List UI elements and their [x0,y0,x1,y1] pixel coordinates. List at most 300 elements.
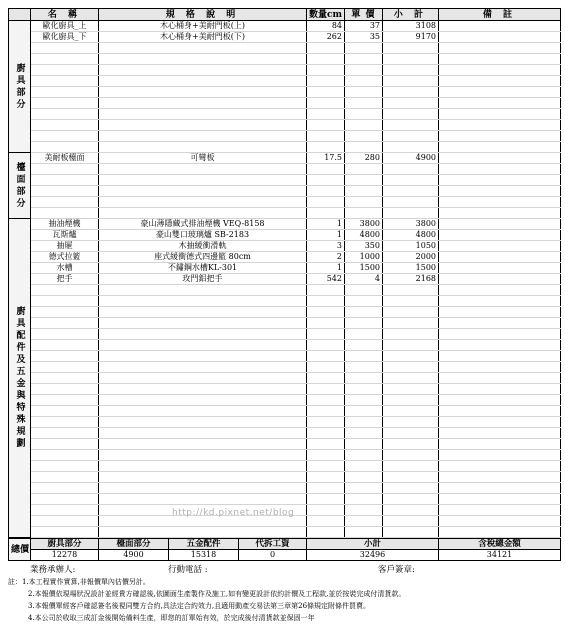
cell-subtotal: 3800 [383,219,439,230]
cell-price [345,87,383,98]
cell-note [439,285,561,296]
cell-name [31,318,99,329]
cell-subtotal [383,208,439,219]
cell-spec [99,175,307,186]
cell-subtotal [383,362,439,373]
table-row [9,54,561,65]
cell-price [345,175,383,186]
cell-qty [307,142,345,153]
cell-note [439,417,561,428]
cell-name [31,505,99,516]
cell-price [345,197,383,208]
cell-note [439,164,561,175]
cell-name [31,98,99,109]
cell-spec [99,483,307,494]
cell-price [345,120,383,131]
cell-subtotal [383,65,439,76]
cell-spec [99,131,307,142]
cell-note [439,241,561,252]
cell-name [31,516,99,527]
cell-note [439,351,561,362]
cell-price [345,417,383,428]
cell-name [31,417,99,428]
cell-note [439,252,561,263]
cell-name [31,439,99,450]
watermark: http://kd.pixnet.net/blog [172,508,295,518]
cell-note [439,98,561,109]
table-row [9,87,561,98]
cell-qty [307,406,345,417]
cell-price [345,527,383,538]
cell-qty [307,329,345,340]
cell-note [439,43,561,54]
cell-name: 瓦斯爐 [31,230,99,241]
cell-spec [99,329,307,340]
cell-spec [99,461,307,472]
cell-subtotal [383,428,439,439]
cell-spec: 座式緩衝德式四邊籃 80cm [99,252,307,263]
cell-note [439,274,561,285]
cell-subtotal [383,373,439,384]
cell-name: 把手 [31,274,99,285]
cell-qty [307,285,345,296]
cell-price [345,439,383,450]
table-row [9,230,561,241]
header-corner [9,9,31,21]
cell-spec: 木心桶身+美耐門板(上) [99,21,307,32]
cell-note [439,21,561,32]
cell-subtotal: 1050 [383,241,439,252]
table-row [9,373,561,384]
cell-name: 抽油煙機 [31,219,99,230]
cell-note [439,516,561,527]
cell-note [439,153,561,164]
cell-qty [307,351,345,362]
note-line: 3.本報價單經客戶確認簽名後視同雙方合約,具法定合約效力,且適用動產交易法第三章第26條規定附條件買賣。 [28,602,371,610]
section-label: 廚具部分 [9,21,31,153]
cell-spec [99,43,307,54]
cell-spec [99,472,307,483]
cell-spec [99,318,307,329]
table-row [9,142,561,153]
cell-price [345,351,383,362]
table-row [9,263,561,274]
cell-price [345,329,383,340]
cell-name [31,307,99,318]
cell-note [439,340,561,351]
cell-subtotal [383,527,439,538]
cell-note [439,87,561,98]
cell-spec [99,197,307,208]
cell-spec [99,439,307,450]
cell-price [345,186,383,197]
cell-qty: 1 [307,263,345,274]
cell-qty [307,109,345,120]
cell-price [345,384,383,395]
cell-note [439,406,561,417]
table-row [9,98,561,109]
cell-spec [99,417,307,428]
cell-subtotal [383,329,439,340]
summary-counter-value: 4900 [99,550,169,561]
cell-name [31,131,99,142]
table-row [9,65,561,76]
cell-name [31,175,99,186]
cell-note [439,483,561,494]
cell-subtotal [383,439,439,450]
cell-qty [307,54,345,65]
table-row [9,362,561,373]
cell-note [439,142,561,153]
cell-name [31,461,99,472]
cell-spec [99,76,307,87]
table-row [9,252,561,263]
cell-price [345,373,383,384]
cell-spec: 木心桶身+美耐門板(下) [99,32,307,43]
cell-qty [307,76,345,87]
cell-spec [99,384,307,395]
cell-spec [99,98,307,109]
cell-subtotal: 1500 [383,263,439,274]
cell-price [345,296,383,307]
cell-subtotal [383,318,439,329]
cell-price: 35 [345,32,383,43]
table-row [9,406,561,417]
cell-price [345,285,383,296]
cell-qty [307,450,345,461]
cell-qty: 3 [307,241,345,252]
cell-spec [99,373,307,384]
cell-qty [307,516,345,527]
summary-label: 總價 [9,539,31,561]
cell-subtotal [383,461,439,472]
cell-name [31,483,99,494]
cell-note [439,461,561,472]
cell-subtotal [383,395,439,406]
cell-note [439,505,561,516]
cell-price: 4 [345,274,383,285]
cell-subtotal [383,384,439,395]
cell-qty [307,428,345,439]
cell-price: 350 [345,241,383,252]
cell-note [439,428,561,439]
cell-name [31,296,99,307]
cell-price [345,406,383,417]
cell-subtotal [383,285,439,296]
cell-price [345,131,383,142]
cell-price: 280 [345,153,383,164]
cell-subtotal: 2000 [383,252,439,263]
cell-note [439,362,561,373]
cell-price [345,208,383,219]
summary-table [8,538,561,561]
cell-spec [99,494,307,505]
cell-subtotal [383,98,439,109]
summary-header-subtotal: 小計 [307,539,439,550]
summary-header-kitchen: 廚具部分 [31,539,99,550]
cell-name [31,406,99,417]
cell-price [345,142,383,153]
phone-label: 行動電話 : [168,565,208,575]
cell-name [31,472,99,483]
cell-note [439,32,561,43]
cell-spec [99,120,307,131]
cell-qty: 17.5 [307,153,345,164]
cell-subtotal [383,406,439,417]
cell-price [345,362,383,373]
summary-kitchen-value: 12278 [31,550,99,561]
cell-qty [307,505,345,516]
cell-qty [307,340,345,351]
header-name: 名 稱 [31,9,99,21]
cell-spec [99,428,307,439]
table-row [9,241,561,252]
table-row [9,340,561,351]
table-row [9,219,561,230]
cell-subtotal [383,164,439,175]
cell-note [439,208,561,219]
cell-price [345,76,383,87]
table-row [9,472,561,483]
cell-note [439,318,561,329]
table-row [9,186,561,197]
cell-note [439,395,561,406]
cell-name [31,109,99,120]
summary-value-row [9,550,561,561]
cell-note [439,197,561,208]
cell-qty [307,186,345,197]
cell-spec [99,54,307,65]
summary-demolition-value: 0 [239,550,307,561]
cell-subtotal [383,417,439,428]
quotation-table [8,8,561,538]
cell-price [345,395,383,406]
cell-note [439,296,561,307]
section-label: 檯面部分 [9,153,31,219]
cell-subtotal [383,483,439,494]
cell-price: 4800 [345,230,383,241]
cell-qty [307,307,345,318]
header-row [9,9,561,21]
table-row [9,494,561,505]
cell-price [345,307,383,318]
cell-qty [307,131,345,142]
cell-price [345,65,383,76]
table-row [9,417,561,428]
table-row [9,153,561,164]
cell-qty [307,164,345,175]
cell-price [345,483,383,494]
cell-note [439,472,561,483]
cell-subtotal [383,175,439,186]
table-row [9,109,561,120]
cell-name [31,428,99,439]
header-subtotal: 小 計 [383,9,439,21]
cell-name [31,384,99,395]
quotation-sheet [8,8,560,624]
cell-qty [307,43,345,54]
cell-price [345,505,383,516]
cell-price [345,516,383,527]
cell-price [345,340,383,351]
cell-spec: 可彎板 [99,153,307,164]
cell-note [439,131,561,142]
cell-subtotal [383,505,439,516]
cell-note [439,527,561,538]
cell-spec [99,65,307,76]
cell-name [31,208,99,219]
cell-spec [99,362,307,373]
cell-qty [307,208,345,219]
table-row [9,395,561,406]
summary-header-row [9,539,561,550]
cell-qty: 542 [307,274,345,285]
cell-qty [307,439,345,450]
cell-qty [307,384,345,395]
note-line: 註：1.本工程實作實算,非報價單內估價另計。 [8,578,150,586]
cell-qty [307,120,345,131]
cell-price [345,472,383,483]
cell-spec [99,406,307,417]
cell-name: 歐化廚具_上 [31,21,99,32]
cell-subtotal [383,197,439,208]
cell-name [31,65,99,76]
cell-spec [99,142,307,153]
cell-note [439,186,561,197]
cell-qty [307,527,345,538]
cell-name [31,450,99,461]
header-qty: 數量cm [307,9,345,21]
cell-price [345,98,383,109]
cell-price: 3800 [345,219,383,230]
table-row [9,428,561,439]
cell-price [345,450,383,461]
cell-note [439,384,561,395]
cell-qty: 1 [307,219,345,230]
cell-spec [99,164,307,175]
cell-spec: 豪山雙口玻璃爐 SB-2183 [99,230,307,241]
table-row [9,208,561,219]
cell-note [439,65,561,76]
cell-spec [99,307,307,318]
table-row [9,450,561,461]
cell-qty [307,197,345,208]
cell-qty [307,373,345,384]
cell-name [31,43,99,54]
cell-spec [99,285,307,296]
cell-name [31,186,99,197]
cell-subtotal: 9170 [383,32,439,43]
cell-subtotal: 2168 [383,274,439,285]
salesperson-label: 業務承辦人: [30,565,76,575]
cell-spec [99,87,307,98]
cell-spec [99,109,307,120]
cell-qty [307,417,345,428]
cell-qty [307,87,345,98]
cell-price [345,318,383,329]
table-row [9,351,561,362]
cell-note [439,373,561,384]
cell-subtotal [383,472,439,483]
cell-name [31,340,99,351]
cell-spec [99,450,307,461]
summary-subtotal-value: 32496 [307,550,439,561]
cell-qty [307,175,345,186]
cell-subtotal [383,340,439,351]
table-row [9,483,561,494]
cell-note [439,175,561,186]
cell-qty: 2 [307,252,345,263]
cell-subtotal [383,87,439,98]
cell-name: 德式拉籃 [31,252,99,263]
cell-subtotal [383,76,439,87]
cell-name [31,494,99,505]
cell-name: 抽屜 [31,241,99,252]
cell-spec [99,186,307,197]
table-row [9,307,561,318]
cell-note [439,109,561,120]
cell-spec [99,351,307,362]
notes-block [8,576,560,624]
cell-note [439,329,561,340]
cell-name: 歐化廚具_下 [31,32,99,43]
cell-subtotal [383,43,439,54]
cell-spec [99,208,307,219]
table-row [9,76,561,87]
cell-qty [307,483,345,494]
header-spec: 規 格 說 明 [99,9,307,21]
table-row [9,274,561,285]
signature-line [8,563,560,574]
cell-name [31,197,99,208]
cell-price [345,164,383,175]
cell-note [439,439,561,450]
table-row [9,32,561,43]
table-row [9,527,561,538]
customer-sign-label: 客戶簽章: [378,565,415,575]
cell-price: 1000 [345,252,383,263]
table-row [9,285,561,296]
table-row [9,197,561,208]
cell-spec: 不鏽鋼水槽KL-301 [99,263,307,274]
cell-price [345,494,383,505]
cell-price: 1500 [345,263,383,274]
table-row [9,296,561,307]
cell-note [439,230,561,241]
cell-subtotal [383,516,439,527]
cell-price [345,428,383,439]
cell-note [439,263,561,274]
summary-header-counter: 檯面部分 [99,539,169,550]
cell-spec: 豪山薄隱藏式排油煙機 VEQ-8158 [99,219,307,230]
cell-note [439,494,561,505]
table-row [9,439,561,450]
cell-qty [307,362,345,373]
cell-note [439,54,561,65]
cell-spec [99,296,307,307]
cell-name: 水槽 [31,263,99,274]
cell-name [31,142,99,153]
cell-name [31,362,99,373]
cell-price [345,109,383,120]
cell-name [31,527,99,538]
cell-spec [99,527,307,538]
cell-name [31,120,99,131]
cell-name [31,351,99,362]
table-row [9,461,561,472]
summary-total-value: 34121 [439,550,561,561]
cell-name: 美耐板檯面 [31,153,99,164]
